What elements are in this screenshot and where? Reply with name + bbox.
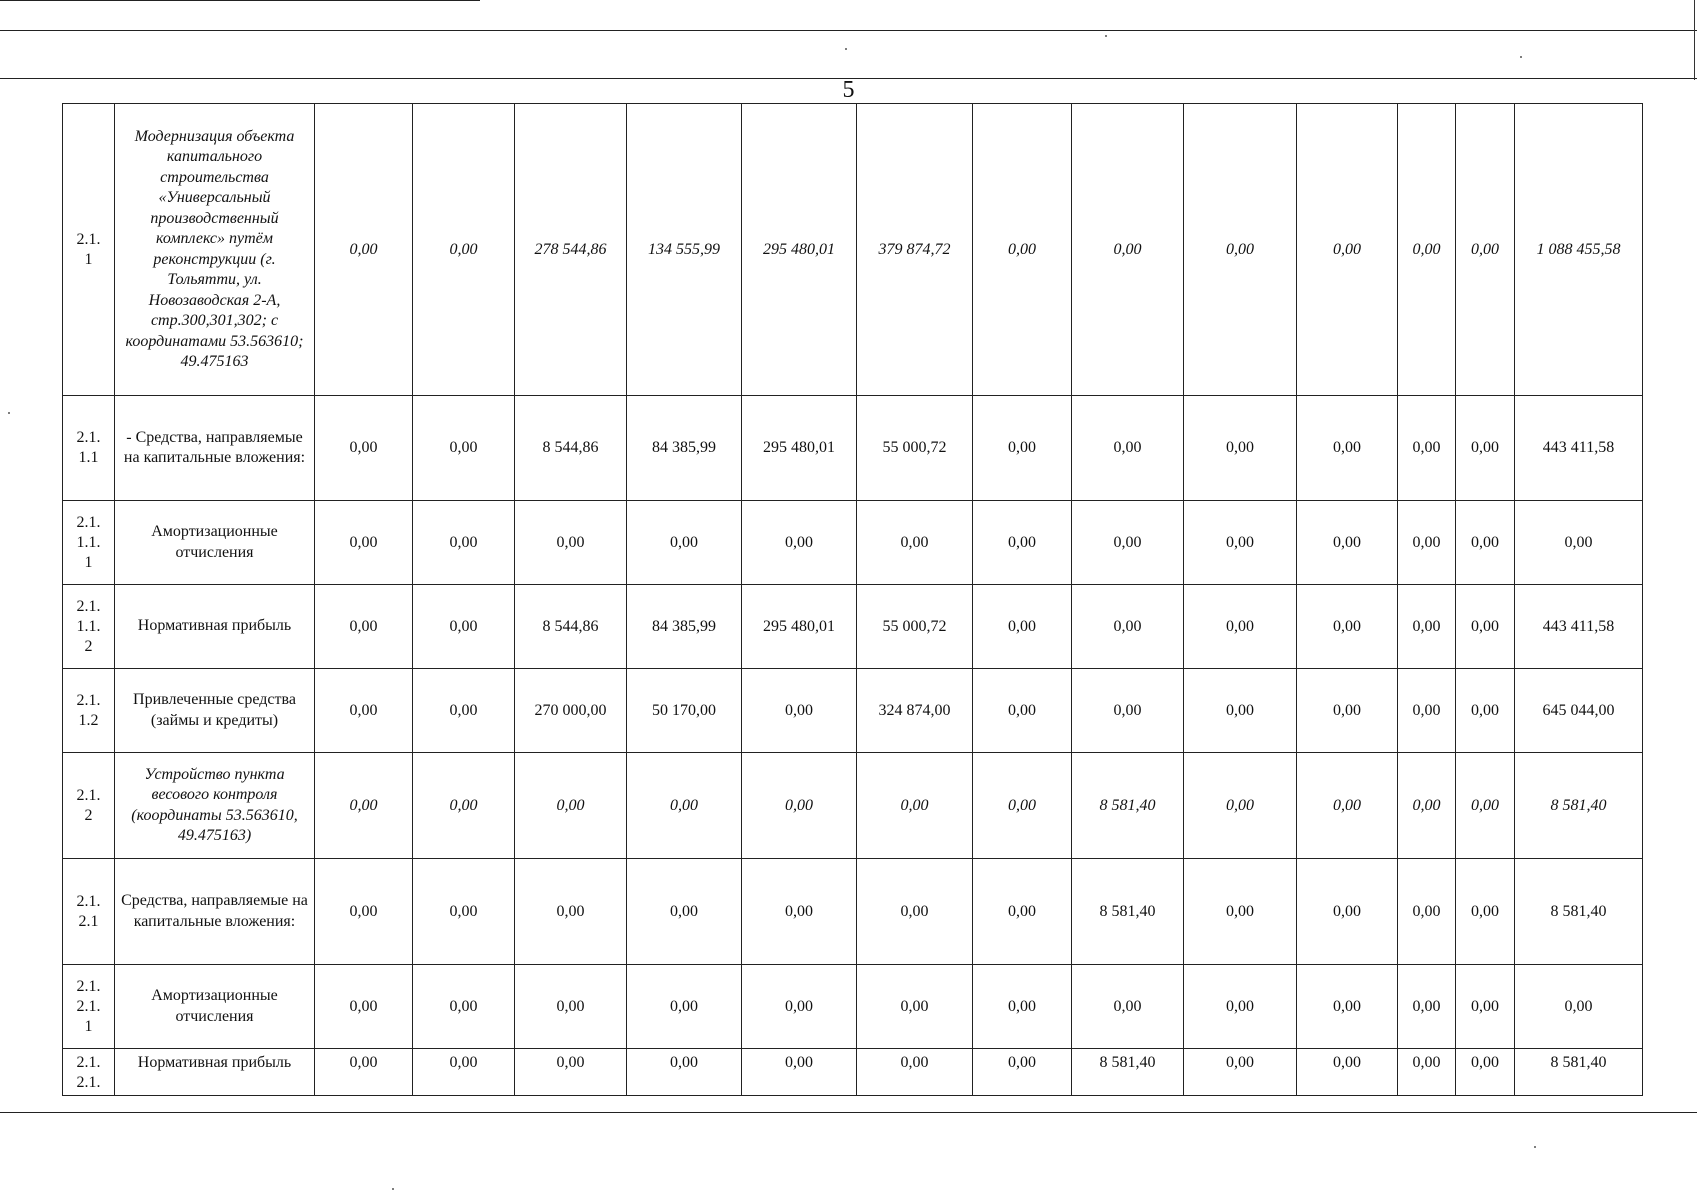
value-cell: 0,00: [742, 1049, 857, 1096]
value-cell: 0,00: [1398, 859, 1456, 965]
value-cell: 0,00: [1184, 965, 1297, 1049]
value-cell: 0,00: [1398, 501, 1456, 585]
value-cell: 50 170,00: [627, 669, 742, 753]
value-cell: 0,00: [1398, 753, 1456, 859]
value-cell: 84 385,99: [627, 585, 742, 669]
value-cell: 0,00: [857, 501, 973, 585]
value-cell: 0,00: [1184, 669, 1297, 753]
value-cell: 0,00: [973, 669, 1072, 753]
value-cell: 1 088 455,58: [1515, 104, 1643, 396]
row-name: Амортизационные отчисления: [115, 965, 315, 1049]
row-code: 2.1. 2.1.: [63, 1049, 115, 1096]
value-cell: 0,00: [315, 396, 413, 501]
value-cell: 0,00: [1184, 585, 1297, 669]
value-cell: 443 411,58: [1515, 585, 1643, 669]
value-cell: 0,00: [1297, 501, 1398, 585]
value-cell: 0,00: [1456, 965, 1515, 1049]
value-cell: 0,00: [973, 965, 1072, 1049]
value-cell: 0,00: [413, 501, 515, 585]
value-cell: 443 411,58: [1515, 396, 1643, 501]
value-cell: 0,00: [515, 965, 627, 1049]
value-cell: 0,00: [973, 753, 1072, 859]
value-cell: 0,00: [973, 104, 1072, 396]
value-cell: 0,00: [742, 859, 857, 965]
value-cell: 0,00: [1398, 585, 1456, 669]
table-row: [63, 104, 1643, 396]
value-cell: 0,00: [627, 965, 742, 1049]
value-cell: 134 555,99: [627, 104, 742, 396]
value-cell: 270 000,00: [515, 669, 627, 753]
value-cell: 324 874,00: [857, 669, 973, 753]
value-cell: 0,00: [413, 669, 515, 753]
value-cell: 295 480,01: [742, 585, 857, 669]
header-rule-top: [0, 30, 1697, 31]
value-cell: 0,00: [1297, 965, 1398, 1049]
value-cell: 55 000,72: [857, 396, 973, 501]
value-cell: 0,00: [413, 965, 515, 1049]
value-cell: 8 544,86: [515, 585, 627, 669]
table-row: [63, 396, 1643, 501]
row-code: 2.1. 1.1: [63, 396, 115, 501]
value-cell: 0,00: [315, 585, 413, 669]
row-code: 2.1. 2.1: [63, 859, 115, 965]
value-cell: 0,00: [1456, 104, 1515, 396]
top-scan-line: [0, 0, 480, 1]
value-cell: 0,00: [1184, 753, 1297, 859]
row-name: Амортизационные отчисления: [115, 501, 315, 585]
value-cell: 0,00: [1456, 1049, 1515, 1096]
value-cell: 0,00: [742, 669, 857, 753]
scan-speck: [8, 412, 10, 414]
table-row: [63, 859, 1643, 965]
value-cell: 0,00: [515, 753, 627, 859]
value-cell: 0,00: [973, 396, 1072, 501]
scan-speck: [1534, 1146, 1536, 1148]
scan-speck: [1105, 35, 1107, 37]
value-cell: 8 581,40: [1515, 859, 1643, 965]
row-name: - Средства, направляемые на капитальные вложения:: [115, 396, 315, 501]
value-cell: 0,00: [857, 965, 973, 1049]
table-row: [63, 1049, 1643, 1096]
table-row: [63, 753, 1643, 859]
value-cell: 0,00: [1398, 396, 1456, 501]
value-cell: 0,00: [1184, 104, 1297, 396]
value-cell: 84 385,99: [627, 396, 742, 501]
value-cell: 0,00: [315, 1049, 413, 1096]
value-cell: 278 544,86: [515, 104, 627, 396]
value-cell: 0,00: [1297, 104, 1398, 396]
value-cell: 0,00: [1398, 669, 1456, 753]
table-row: [63, 965, 1643, 1049]
value-cell: 0,00: [1072, 965, 1184, 1049]
value-cell: 0,00: [315, 859, 413, 965]
value-cell: 0,00: [1456, 859, 1515, 965]
value-cell: 0,00: [315, 104, 413, 396]
value-cell: 0,00: [1184, 1049, 1297, 1096]
value-cell: 0,00: [1456, 396, 1515, 501]
footer-rule: [0, 1112, 1697, 1113]
row-name: Нормативная прибыль: [115, 1049, 315, 1096]
value-cell: 0,00: [1398, 965, 1456, 1049]
value-cell: 0,00: [413, 753, 515, 859]
row-code: 2.1. 2: [63, 753, 115, 859]
value-cell: 0,00: [515, 859, 627, 965]
right-scan-edge: [1694, 0, 1695, 80]
value-cell: 0,00: [1297, 859, 1398, 965]
table-row: [63, 501, 1643, 585]
value-cell: 0,00: [1297, 1049, 1398, 1096]
row-code: 2.1. 1.1. 2: [63, 585, 115, 669]
row-code: 2.1. 1.1. 1: [63, 501, 115, 585]
scan-speck: [392, 1188, 394, 1190]
value-cell: 0,00: [1515, 965, 1643, 1049]
value-cell: 0,00: [627, 501, 742, 585]
value-cell: 0,00: [1456, 753, 1515, 859]
value-cell: 0,00: [1072, 396, 1184, 501]
value-cell: 0,00: [413, 104, 515, 396]
row-name: Устройство пункта весового контроля (координаты 53.563610, 49.475163): [115, 753, 315, 859]
value-cell: 0,00: [973, 859, 1072, 965]
value-cell: 0,00: [1297, 669, 1398, 753]
value-cell: 8 581,40: [1515, 1049, 1643, 1096]
value-cell: 8 544,86: [515, 396, 627, 501]
value-cell: 8 581,40: [1072, 859, 1184, 965]
row-name: Средства, направляемые на капитальные вложения:: [115, 859, 315, 965]
value-cell: 0,00: [973, 501, 1072, 585]
value-cell: 0,00: [1456, 585, 1515, 669]
value-cell: 0,00: [515, 1049, 627, 1096]
value-cell: 0,00: [1184, 859, 1297, 965]
value-cell: 0,00: [973, 585, 1072, 669]
value-cell: 0,00: [742, 965, 857, 1049]
value-cell: 0,00: [1398, 1049, 1456, 1096]
value-cell: 0,00: [1072, 501, 1184, 585]
value-cell: 0,00: [1072, 585, 1184, 669]
value-cell: 0,00: [1297, 753, 1398, 859]
value-cell: 0,00: [1398, 104, 1456, 396]
scan-speck: [845, 48, 847, 50]
page-number: 5: [842, 77, 855, 103]
value-cell: 0,00: [315, 669, 413, 753]
value-cell: 0,00: [315, 753, 413, 859]
value-cell: 0,00: [973, 1049, 1072, 1096]
value-cell: 0,00: [1072, 104, 1184, 396]
value-cell: 0,00: [1297, 396, 1398, 501]
value-cell: 55 000,72: [857, 585, 973, 669]
table-row: [63, 669, 1643, 753]
table-row: [63, 585, 1643, 669]
value-cell: 0,00: [1297, 585, 1398, 669]
value-cell: 0,00: [627, 753, 742, 859]
row-code: 2.1. 1.2: [63, 669, 115, 753]
value-cell: 0,00: [1456, 669, 1515, 753]
value-cell: 295 480,01: [742, 104, 857, 396]
value-cell: 0,00: [1456, 501, 1515, 585]
value-cell: 0,00: [413, 859, 515, 965]
value-cell: 0,00: [413, 585, 515, 669]
value-cell: 0,00: [413, 396, 515, 501]
value-cell: 0,00: [315, 501, 413, 585]
value-cell: 8 581,40: [1072, 1049, 1184, 1096]
row-name: Нормативная прибыль: [115, 585, 315, 669]
value-cell: 379 874,72: [857, 104, 973, 396]
value-cell: 0,00: [1184, 501, 1297, 585]
value-cell: 0,00: [515, 501, 627, 585]
row-code: 2.1. 2.1. 1: [63, 965, 115, 1049]
scan-speck: [1520, 56, 1522, 58]
value-cell: 0,00: [857, 1049, 973, 1096]
row-name: Модернизация объекта капитального строительства «Универсальный производственный комплекс» путём реконструкции (г. Тольятти, ул. Новозаводская 2-А, стр.300,301,302; с координатами 53.563610; 49.475163: [115, 104, 315, 396]
table-body: [63, 104, 1643, 1096]
value-cell: 0,00: [1072, 669, 1184, 753]
value-cell: 8 581,40: [1072, 753, 1184, 859]
value-cell: 0,00: [627, 1049, 742, 1096]
value-cell: 0,00: [413, 1049, 515, 1096]
value-cell: 0,00: [742, 753, 857, 859]
value-cell: 645 044,00: [1515, 669, 1643, 753]
investment-table: [62, 103, 1643, 1096]
row-name: Привлеченные средства (займы и кредиты): [115, 669, 315, 753]
row-code: 2.1. 1: [63, 104, 115, 396]
value-cell: 0,00: [857, 859, 973, 965]
value-cell: 0,00: [627, 859, 742, 965]
value-cell: 0,00: [315, 965, 413, 1049]
value-cell: 0,00: [1515, 501, 1643, 585]
value-cell: 295 480,01: [742, 396, 857, 501]
value-cell: 0,00: [742, 501, 857, 585]
value-cell: 8 581,40: [1515, 753, 1643, 859]
value-cell: 0,00: [1184, 396, 1297, 501]
value-cell: 0,00: [857, 753, 973, 859]
